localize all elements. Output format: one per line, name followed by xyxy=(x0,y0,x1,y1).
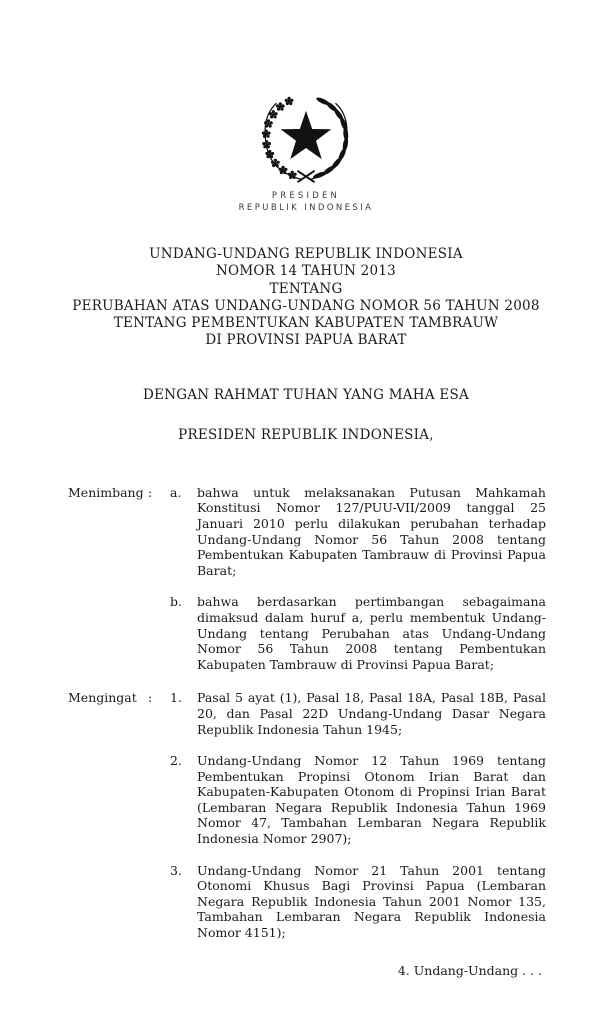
section-label: Mengingat xyxy=(68,690,137,706)
item-marker: 2. xyxy=(170,753,182,769)
title-line-3: TENTANG xyxy=(269,280,343,297)
item-marker: 3. xyxy=(170,862,182,878)
title-line-6: DI PROVINSI PAPUA BARAT xyxy=(205,332,407,349)
section-items xyxy=(170,485,546,673)
section-mengingat xyxy=(68,690,546,940)
item-marker: a. xyxy=(170,484,182,500)
item-text: Undang-Undang Nomor 12 Tahun 1969 tentang Pembentukan Propinsi Otonom Irian Barat dan Kabupaten-Kabupaten Otonom di Propinsi Irian Barat (Lembaran Negara Republik Indonesia Tahun 1969 Nomor 47, Tambahan Lembaran Negara Republik Indonesia Nomor 2907); xyxy=(197,753,546,847)
item-marker: b. xyxy=(170,594,182,610)
section-colon: : xyxy=(148,690,153,706)
list-item xyxy=(170,485,546,579)
law-document-page xyxy=(0,88,612,1024)
page-catchword: 4. Undang-Undang . . . xyxy=(397,962,542,978)
document-title-block xyxy=(0,246,612,350)
presidential-seal xyxy=(0,88,612,213)
list-item xyxy=(170,690,546,737)
item-marker: 1. xyxy=(170,690,182,706)
invocation-line: DENGAN RAHMAT TUHAN YANG MAHA ESA xyxy=(143,386,469,403)
item-text: Undang-Undang Nomor 21 Tahun 2001 tentang Otonomi Khusus Bagi Provinsi Papua (Lembaran Negara Republik Indonesia Tahun 2001 Nomor 135, Tambahan Lembaran Negara Republik Indonesia Nomor 4151); xyxy=(197,862,546,941)
section-colon: : xyxy=(148,484,153,500)
section-spacer xyxy=(68,672,546,674)
item-text: bahwa berdasarkan pertimbangan sebagaimana dimaksud dalam huruf a, perlu membentuk Undang-Undang tentang Perubahan atas Undang-Undang Nomor 56 Tahun 2008 tentang Pembentukan Kabupaten Tambrauw di Provinsi Papua Barat; xyxy=(197,594,546,672)
list-item xyxy=(170,863,546,941)
section-label: Menimbang xyxy=(68,484,144,500)
list-item xyxy=(170,594,546,672)
star-icon xyxy=(281,111,332,159)
title-line-4: PERUBAHAN ATAS UNDANG-UNDANG NOMOR 56 TAHUN 2008 xyxy=(72,297,540,314)
item-text: Pasal 5 ayat (1), Pasal 18, Pasal 18A, Pasal 18B, Pasal 20, dan Pasal 22D Undang-Undang Dasar Negara Republik Indonesia Tahun 1945; xyxy=(197,690,546,737)
salutation-line: PRESIDEN REPUBLIK INDONESIA, xyxy=(178,426,434,443)
cotton-branch xyxy=(262,97,297,179)
seal-label-presiden: PRESIDEN xyxy=(271,191,341,201)
seal-label-republik-indonesia: REPUBLIK INDONESIA xyxy=(238,203,374,213)
list-item xyxy=(170,753,546,847)
star-wreath-emblem-icon xyxy=(244,88,368,186)
title-line-5: TENTANG PEMBENTUKAN KABUPATEN TAMBRAUW xyxy=(113,315,499,332)
title-line-2: NOMOR 14 TAHUN 2013 xyxy=(215,263,397,280)
title-line-1: UNDANG-UNDANG REPUBLIK INDONESIA xyxy=(149,246,463,262)
section-menimbang xyxy=(68,485,546,673)
document-body xyxy=(68,485,546,941)
item-text: bahwa untuk melaksanakan Putusan Mahkamah Konstitusi Nomor 127/PUU-VII/2009 tanggal 25 Januari 2010 perlu dilakukan perubahan terhadap Undang-Undang Nomor 56 Tahun 2008 tentang Pembentukan Kabupaten Tambrauw di Provinsi Papua Barat; xyxy=(197,484,546,578)
section-items xyxy=(170,690,546,940)
